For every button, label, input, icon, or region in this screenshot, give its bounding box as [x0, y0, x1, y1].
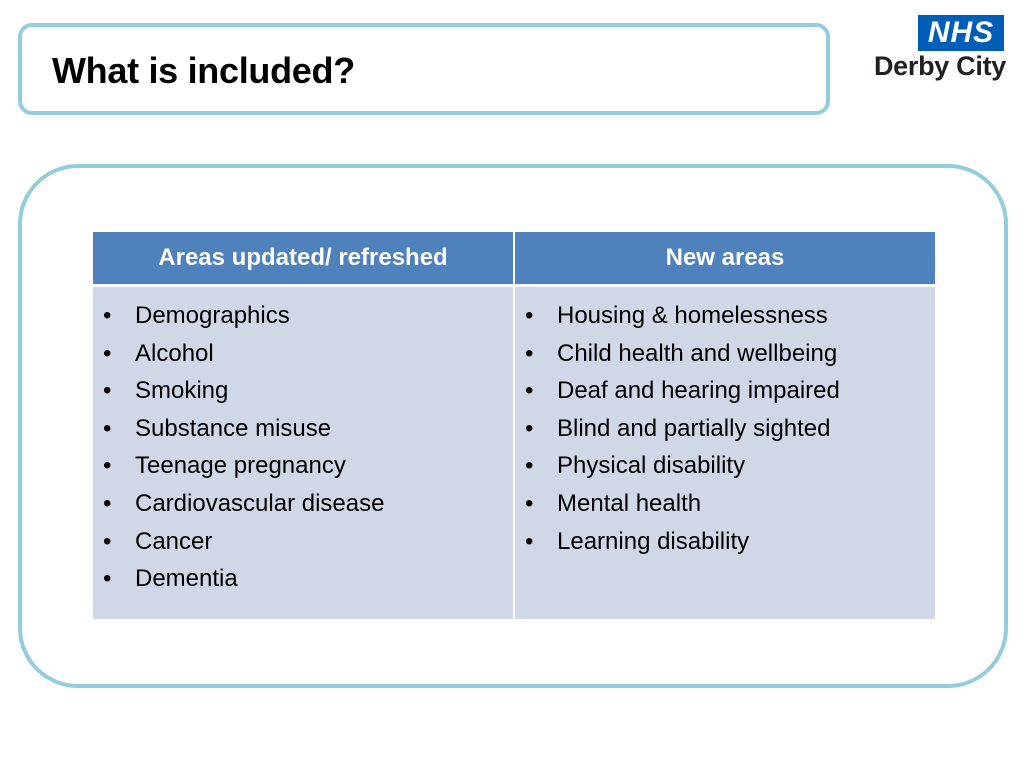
cell-new-areas [515, 287, 935, 619]
header-new-areas: New areas [515, 232, 935, 284]
title-box [18, 23, 830, 115]
list-item: • Smoking [103, 372, 513, 410]
list-item: • Mental health [525, 485, 935, 523]
page-title: What is included? [52, 50, 355, 91]
list-item: • Housing & homelessness [525, 297, 935, 335]
list-item: • Substance misuse [103, 410, 513, 448]
header-updated-areas: Areas updated/ refreshed [93, 232, 513, 284]
nhs-derby-city-logo [862, 15, 1008, 87]
areas-table [93, 232, 935, 619]
new-areas-list [525, 297, 935, 560]
list-item: • Cancer [103, 523, 513, 561]
list-item: • Dementia [103, 560, 513, 598]
list-item: • Deaf and hearing impaired [525, 372, 935, 410]
list-item: • Child health and wellbeing [525, 335, 935, 373]
updated-areas-list [103, 297, 513, 598]
list-item: • Alcohol [103, 335, 513, 373]
org-name: Derby City [873, 51, 1006, 81]
list-item: • Teenage pregnancy [103, 447, 513, 485]
list-item: • Blind and partially sighted [525, 410, 935, 448]
cell-updated-areas [93, 287, 513, 619]
nhs-logo-text: NHS [927, 16, 995, 49]
list-item: • Physical disability [525, 447, 935, 485]
list-item: • Learning disability [525, 523, 935, 561]
list-item: • Demographics [103, 297, 513, 335]
list-item: • Cardiovascular disease [103, 485, 513, 523]
